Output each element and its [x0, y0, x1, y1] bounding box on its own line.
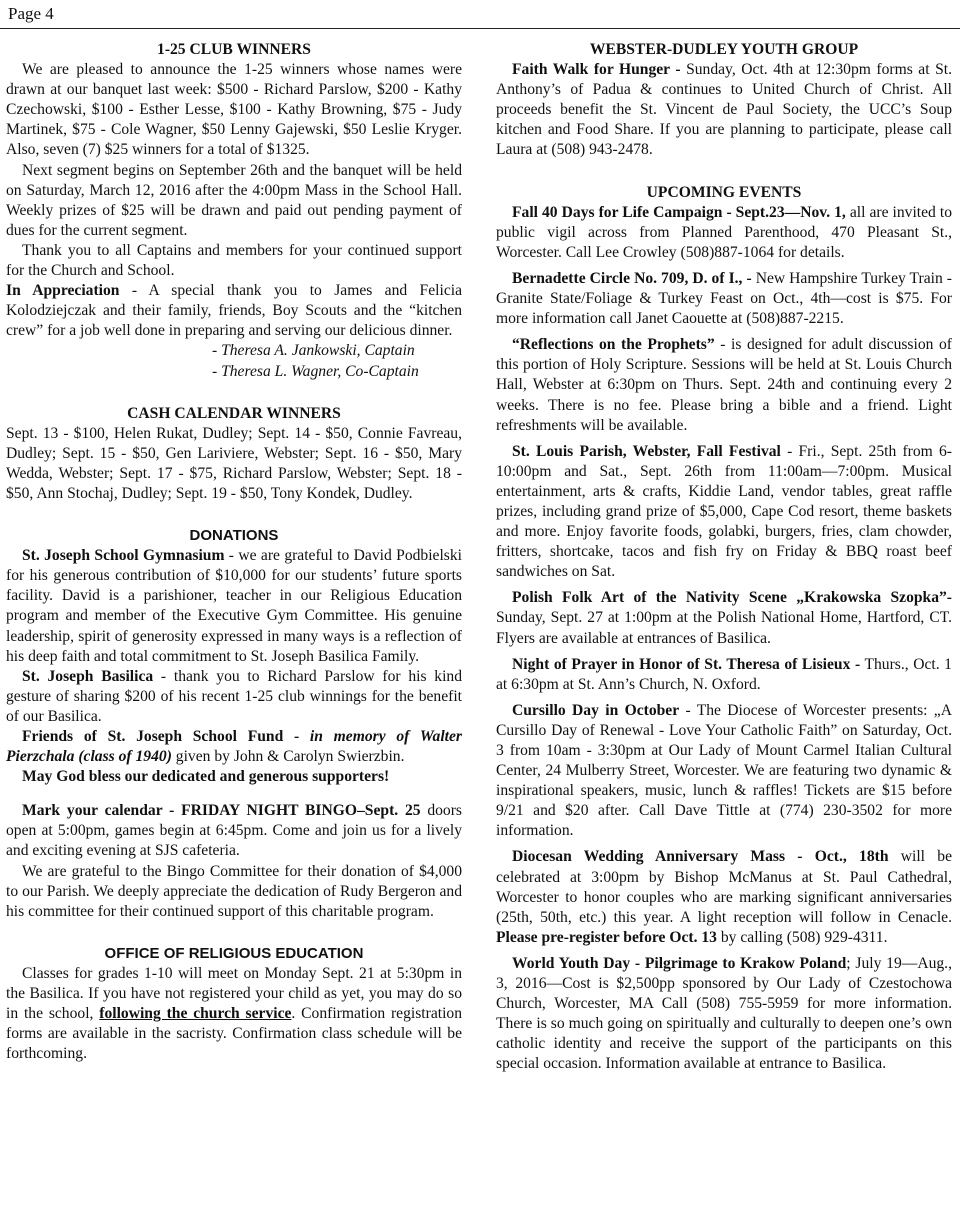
event-night-of-prayer: [496, 655, 952, 695]
event-cursillo-day: [496, 701, 952, 842]
bingo-lead: Mark your calendar - FRIDAY NIGHT BINGO–Sept. 25: [22, 802, 421, 820]
event-bernadette-text: New Hampshire Turkey Train - Granite State/Foliage & Turkey Feast on Oct., 4th—cost is $75. For more information call Janet Caouette at (508)887-2215.: [496, 269, 952, 328]
event-reflections-lead: “Reflections on the Prophets”: [512, 336, 715, 354]
bingo-section: [6, 801, 462, 922]
cash-calendar-winners: Sept. 13 - $100, Helen Rukat, Dudley; Sept. 14 - $50, Connie Favreau, Dudley; Sept. 15 - $50, Gen Lariviere, Webster; Sept. 16 - $50, Mary Wedda, Webster; Sept. 17 - $75, Richard Parslow, Webster; Sept. 18 - $50, Ann Stochaj, Dudley; Sept. 19 - $50, Tony Kondek, Dudley.: [6, 424, 462, 502]
faith-walk-lead: Faith Walk for Hunger -: [512, 61, 687, 79]
religious-education-text-2: . Confirmation registration forms are available in the sacristy. Confirmation class schedule will be forthcoming.: [6, 1005, 462, 1063]
event-world-youth-day: [496, 954, 952, 1075]
cash-calendar-section: [6, 404, 462, 504]
event-40-days-text: all are invited to public vigil across from Planned Parenthood, 470 Pleasant St., Worcester. Call Lee Crowley (508)887-1064 for details.: [496, 203, 952, 261]
religious-education-text-1: Classes for grades 1-10 will meet on Monday Sept. 21 at 5:30pm in the Basilica. If you have not registered your child as yet, you may do so in the school,: [6, 964, 462, 1023]
page-header: [0, 0, 960, 30]
bingo-text: doors open at 5:00pm, games begin at 6:45pm. Come and join us for a lively and exciting evening at SJS cafeteria.: [6, 802, 462, 860]
event-night-of-prayer-lead: Night of Prayer in Honor of St. Theresa of Lisieux -: [512, 655, 861, 673]
friends-fund-lead: Friends of St. Joseph School Fund -: [22, 728, 310, 745]
appreciation-text: - A special thank you to James and Felicia Kolodziejczak and their family, friends, Boy Scouts and the “kitchen crew” for a job well done in preparing and serving our delicious dinner.: [6, 282, 462, 340]
event-cursillo-lead: Cursillo Day in October: [512, 701, 680, 719]
event-40-days-lead: Fall 40 Days for Life Campaign - Sept.23—Nov. 1,: [512, 203, 846, 221]
event-fall-festival: [496, 442, 952, 583]
religious-education-title: OFFICE OF RELIGIOUS EDUCATION: [104, 944, 364, 962]
bingo-paragraph: [6, 801, 462, 861]
religious-education-section: [6, 944, 462, 1065]
friends-fund-paragraph: [6, 727, 462, 767]
event-reflections-text: - is designed for adult discussion of this portion of Holy Scripture. Sessions will be held at St. Louis Church Hall, Webster at 6:30pm on Thurs. Sept. 24th and continuing every 2 weeks. There is no fee. Please bring a bible and a friend. Light refreshments will be available.: [496, 336, 952, 434]
event-world-youth-day-text: ; July 19—Aug., 3, 2016—Cost is $2,500pp sponsored by Our Lady of Czestochowa Church, Worcester, MA Call (508) 755-5959 for more information. There is so much going on spiritually and culturally to deepen one’s own catholic identity and receive the support of the participants on this special occasion. Information available at entrance to Basilica.: [496, 954, 952, 1073]
signature-co-captain: - Theresa L. Wagner, Co-Captain: [212, 362, 419, 380]
left-column: [6, 40, 462, 1064]
basilica-paragraph: [6, 667, 462, 727]
bingo-committee-paragraph: We are grateful to the Bingo Committee for their donation of $4,000 to our Parish. We deeply appreciate the dedication of Rudy Bergeron and his committee for their continued support of this charitable program.: [6, 862, 462, 920]
event-wedding-preregister: Please pre-register before Oct. 13: [496, 928, 717, 946]
gymnasium-text: - we are grateful to David Podbielski for his generous contribution of $10,000 for our students’ future sports facility. David is a parishioner, teacher in our Religious Education program and member of the Executive Gym Committee. His genuine leadership, spirit of generosity expressed in many ways is a reflection of his deep faith and total commitment to St. Joseph Basilica Family.: [6, 547, 462, 665]
blessing-line: May God bless our dedicated and generous supporters!: [22, 768, 390, 786]
header-rule: [0, 28, 960, 29]
event-wedding-tail: by calling (508) 929-4311.: [716, 928, 888, 946]
religious-education-paragraph: [6, 964, 462, 1064]
upcoming-events-section: [496, 183, 952, 1075]
gymnasium-paragraph: [6, 546, 462, 667]
event-nativity-scene: [496, 588, 952, 648]
youth-group-title: WEBSTER-DUDLEY YOUTH GROUP: [589, 41, 859, 58]
signature-captain: - Theresa A. Jankowski, Captain: [212, 342, 415, 360]
event-world-youth-day-lead: World Youth Day - Pilgrimage to Krakow Poland: [512, 954, 847, 972]
basilica-lead: St. Joseph Basilica: [22, 667, 154, 685]
page-number: Page 4: [8, 4, 54, 23]
event-cursillo-text: - The Diocese of Worcester presents: „A Cursillo Day of Renewal - Love Your Catholic Faith” on Saturday, Oct. 3 from 10am - 3:30pm at Our Lady of Mount Carmel Italian Cultural Center, 24 Mulberry Street, Worcester. We are featuring two dynamic & inspirational speakers, music, lunch & raffles! Tickets are $15 before 9/21 and $20 after. Call Dave Tittle at (774) 230-3502 for more information.: [496, 701, 952, 840]
friends-fund-memory: in memory of Walter Pierzchala (class of 1940): [6, 728, 462, 766]
right-column: [496, 40, 952, 1075]
gymnasium-lead: St. Joseph School Gymnasium: [22, 547, 225, 565]
club-winners-title: 1-25 CLUB WINNERS: [157, 41, 311, 58]
event-wedding-lead: Diocesan Wedding Anniversary Mass - Oct., 18th: [512, 848, 889, 866]
church-service-link[interactable]: following the church service: [99, 1005, 292, 1023]
upcoming-events-title: UPCOMING EVENTS: [646, 183, 802, 201]
event-wedding-text: will be celebrated at 3:00pm by Bishop McManus at St. Paul Cathedral, Worcester to honor couples who are marking significant anniversaries (25th, 50th, etc.) this year. A light reception will follow in Cenacle.: [496, 848, 952, 926]
appreciation-paragraph: [6, 281, 462, 341]
event-fall-festival-text: - Fri., Sept. 25th from 6-10:00pm and Sat., Sept. 26th from 11:00am—7:00pm. Musical entertainment, arts & crafts, Kiddie Land, vendor tables, great raffle prizes, including grand prize of $5,000, Cape Cod resort, theme baskets and more. Enjoy favorite foods, golabki, burgers, fries, clam chowder, fritters, shortcake, tacos and fish fry on Friday & BBQ roast beef sandwiches on Sat.: [496, 442, 952, 581]
faith-walk-paragraph: [496, 60, 952, 160]
event-nativity-text: Sunday, Sept. 27 at 1:00pm at the Polish National Home, Hartford, CT. Flyers are available at entrances of Basilica.: [496, 609, 952, 647]
donations-section: [6, 526, 462, 787]
faith-walk-text: Sunday, Oct. 4th at 12:30pm forms at St. Anthony’s of Padua & continues to United Church of Christ. All proceeds benefit the St. Vincent de Paul Society, the UCC’s Soup kitchen and Food Share. If you are planning to participate, please call Laura at (508) 943-2478.: [496, 61, 952, 159]
youth-group-section: [496, 40, 952, 161]
cash-calendar-title: CASH CALENDAR WINNERS: [127, 404, 341, 422]
friends-fund-text: given by John & Carolyn Swierzbin.: [171, 748, 405, 766]
next-segment-paragraph: Next segment begins on September 26th and the banquet will be held on Saturday, March 12, 2016 after the 4:00pm Mass in the School Hall. Weekly prizes of $25 will be drawn and paid out pending payment of dues for the current segment.: [6, 161, 462, 239]
event-night-of-prayer-text: Thurs., Oct. 1 at 6:30pm at St. Ann’s Church, N. Oxford.: [496, 655, 952, 693]
appreciation-lead: In Appreciation: [6, 282, 120, 300]
event-bernadette-lead: Bernadette Circle No. 709, D. of I., -: [512, 269, 756, 287]
club-winners-section: [6, 40, 462, 382]
captains-thanks-paragraph: Thank you to all Captains and members for your continued support for the Church and School.: [6, 241, 462, 280]
club-winners-announcement: We are pleased to announce the 1-25 winners whose names were drawn at our banquet last week: $500 - Richard Parslow, $200 - Kathy Czechowski, $100 - Esther Lesse, $100 - Kathy Browning, $75 - Judy Martinek, $75 - Cole Wagner, $50 Lenny Gajewski, $50 Leslie Kryger. Also, seven (7) $25 winners for a total of $1325.: [6, 61, 462, 159]
event-wedding-anniversary: [496, 847, 952, 947]
event-fall-festival-lead: St. Louis Parish, Webster, Fall Festival: [512, 442, 781, 460]
event-nativity-lead: Polish Folk Art of the Nativity Scene „Krakowska Szopka”-: [512, 589, 952, 607]
event-reflections: [496, 335, 952, 435]
donations-title: DONATIONS: [189, 527, 279, 545]
event-40-days: [496, 203, 952, 263]
event-bernadette-circle: [496, 269, 952, 329]
basilica-text: - thank you to Richard Parslow for his kind gesture of sharing $200 of his recent 1-25 club winnings for the benefit of our Basilica.: [6, 667, 462, 725]
